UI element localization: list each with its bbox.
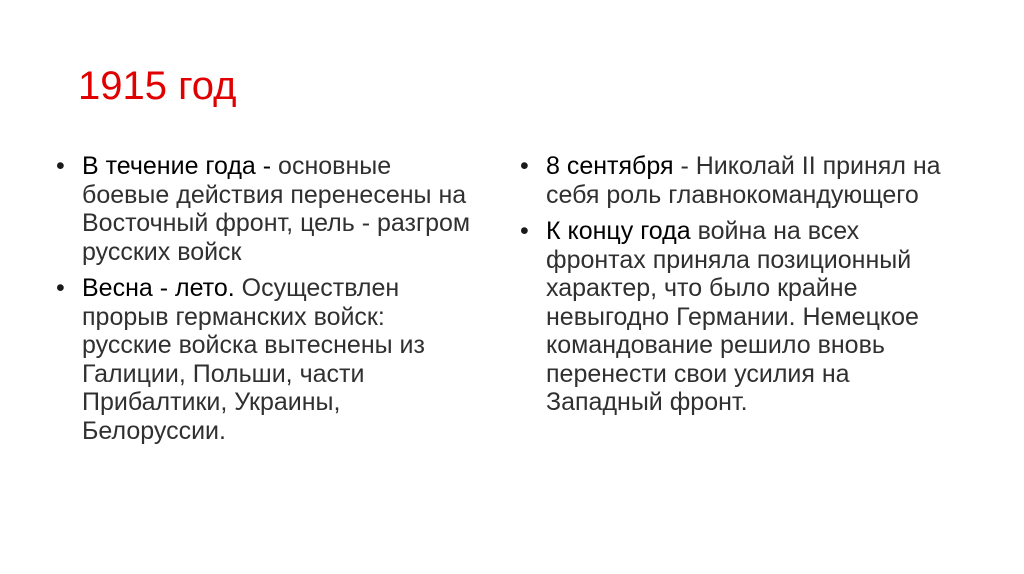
- bullet-lead: 8 сентября: [546, 152, 674, 180]
- right-column: [520, 152, 960, 425]
- bullet-text: война на всех фронтах приняла позиционный характер, что было крайне невыгодно Германии. Немецкое командование решило вновь перенести свои усилия на Западный фронт.: [546, 217, 919, 416]
- left-column: [56, 152, 476, 453]
- bullet-item: [56, 152, 476, 266]
- bullet-icon: •: [56, 152, 65, 180]
- bullet-lead: Весна - лето.: [82, 274, 235, 302]
- bullet-item: [56, 274, 476, 445]
- bullet-icon: •: [520, 217, 529, 245]
- slide-title: 1915 год: [78, 64, 237, 108]
- bullet-item: [520, 152, 960, 209]
- bullet-lead: К концу года: [546, 217, 691, 245]
- bullet-text: - Николай II принял на себя роль главнокомандующего: [546, 152, 941, 209]
- bullet-icon: •: [520, 152, 529, 180]
- bullet-text: Осуществлен прорыв германских войск: русские войска вытеснены из Галиции, Польши, части Прибалтики, Украины, Белоруссии.: [82, 274, 425, 445]
- bullet-text: основные боевые действия перенесены на Восточный фронт, цель - разгром русских войск: [82, 152, 471, 266]
- bullet-icon: •: [56, 274, 65, 302]
- bullet-item: [520, 217, 960, 417]
- bullet-lead: В течение года -: [82, 152, 279, 180]
